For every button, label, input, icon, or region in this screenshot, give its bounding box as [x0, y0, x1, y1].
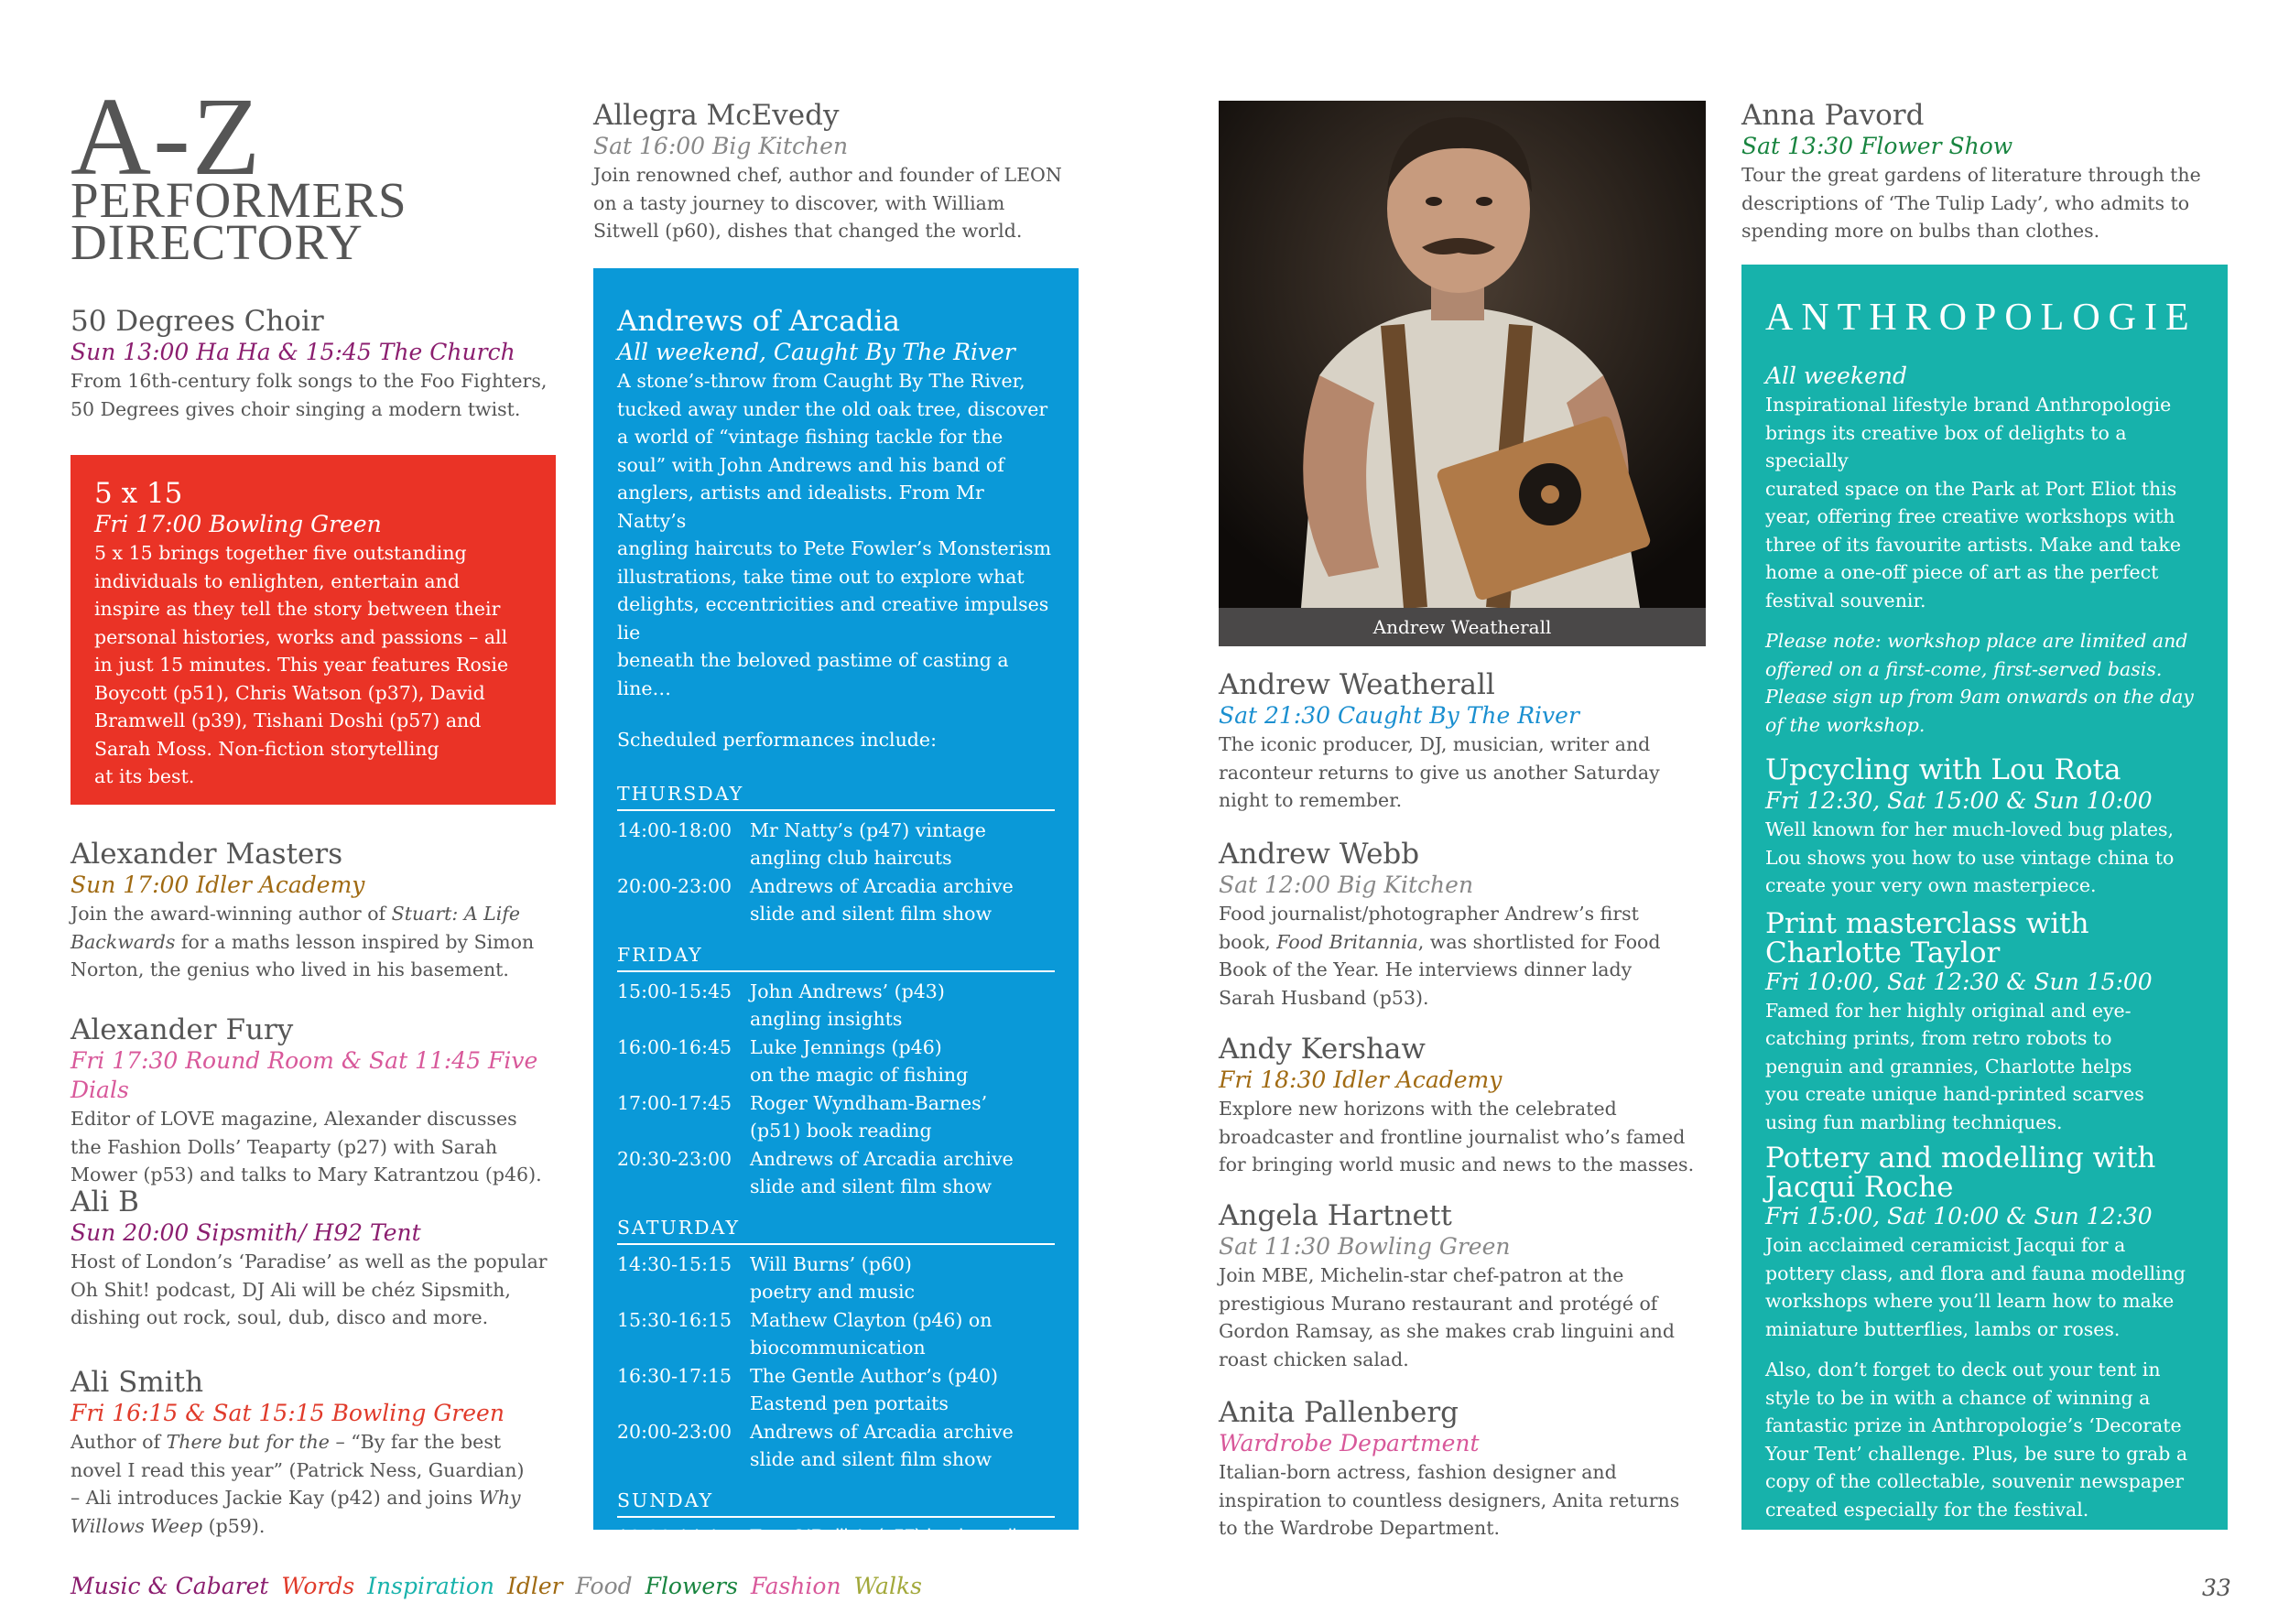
- title-line2: DIRECTORY: [71, 214, 363, 270]
- entry-name: Andrew Weatherall: [1219, 668, 1495, 701]
- workshop-name: Upcycling with Lou Rota: [1765, 753, 2121, 786]
- entry-schedule: Fri 17:00 Bowling Green: [94, 511, 382, 537]
- category-legend: [71, 1573, 928, 1599]
- schedule-row: 15:00-15:45 John Andrews’ (p43) angling insights: [617, 980, 945, 1030]
- entry-schedule: Fri 18:30 Idler Academy: [1219, 1066, 1502, 1093]
- workshop-name: Print masterclass with Charlotte Taylor: [1765, 906, 2089, 969]
- schedule-row: 14:30-15:15 Will Burns’ (p60) poetry and music: [617, 1252, 915, 1303]
- schedule-row: 15:30-16:15 Mathew Clayton (p46) on biocommunication: [617, 1308, 993, 1359]
- entry-angela-hartnett: [1219, 1199, 1706, 1373]
- entry-description: Food journalist/photographer Andrew’s first book, Food Britannia, was shortlisted for Food Book of the Year. He interviews dinner lady Sarah Husband (p53).: [1219, 903, 1661, 1009]
- category-words: Words: [281, 1573, 355, 1599]
- entry-andrews-of-arcadia-box: [593, 268, 1079, 1575]
- workshop-schedule: Fri 15:00, Sat 10:00 & Sun 12:30: [1765, 1203, 2153, 1229]
- andrew-weatherall-photo: [1219, 101, 1706, 608]
- entry-description: Italian-born actress, fashion designer and inspiration to countless designers, Anita returns to the Wardrobe Department.: [1219, 1461, 1680, 1539]
- directory-title: [71, 75, 556, 270]
- entry-50-degrees-choir: [71, 305, 556, 423]
- entry-description: 5 x 15 brings together five outstanding individuals to enlighten, entertain and inspire as they tell the story between their personal histories, works and passions – all in just 15 minutes. This year features Rosie Boycott (p51), Chris Watson (p37), David Bramwell (p39), Tishani Doshi (p57) and Sarah Moss. Non-fiction storytelling at its best.: [94, 542, 509, 787]
- title-az: A-Z: [71, 75, 263, 199]
- workshop-schedule: Fri 10:00, Sat 12:30 & Sun 15:00: [1765, 968, 2153, 995]
- schedule-friday: [617, 978, 1055, 1201]
- entry-description: From 16th-century folk songs to the Foo Fighters, 50 Degrees gives choir singing a modern twist.: [71, 370, 548, 420]
- workshop-description: Well known for her much-loved bug plates, Lou shows you how to use vintage china to create your very own masterpiece.: [1765, 818, 2175, 896]
- entry-description: Join renowned chef, author and founder of LEON on a tasty journey to discover, with William Sitwell (p60), dishes that changed the world.: [593, 164, 1062, 242]
- entry-schedule: Fri 16:15 & Sat 15:15 Bowling Green: [71, 1400, 504, 1426]
- entry-name: Ali Smith: [71, 1366, 204, 1399]
- schedule-row: 13:30-14:15 Tom O’Reilly’s (p57) book reading: [617, 1525, 1038, 1548]
- entry-description: Editor of LOVE magazine, Alexander discusses the Fashion Dolls’ Teaparty (p27) with Sarah Mower (p53) and talks to Mary Katrantzou (p46).: [71, 1108, 542, 1186]
- tent-challenge-note: Also, don’t forget to deck out your tent in style to be in with a chance of winning a fantastic prize in Anthropologie’s ‘Decorate Your Tent’ challenge. Plus, be sure to grab a copy of the collectable, souvenir newspaper created especially for the festival.: [1765, 1359, 2188, 1521]
- entry-description: Tour the great gardens of literature through the descriptions of ‘The Tulip Lady’, who admits to spending more on bulbs than clothes.: [1741, 164, 2201, 242]
- entry-name: Andrews of Arcadia: [617, 305, 900, 338]
- entry-schedule: Sun 20:00 Sipsmith/ H92 Tent: [71, 1219, 421, 1246]
- entry-name: Alexander Fury: [71, 1013, 294, 1046]
- schedule-row: 20:30-23:00 Andrews of Arcadia archive slide and silent film show: [617, 1147, 1014, 1197]
- page-number: 33: [2202, 1575, 2231, 1601]
- entry-ali-b: [71, 1186, 556, 1332]
- entry-allegra-mcevedy: [593, 99, 1079, 245]
- schedule-saturday: [617, 1250, 1055, 1474]
- workshop-upcycling: [1765, 753, 2204, 900]
- schedule-row: 14:30-15:30 Jon Berry’s (p43) book reading: [617, 1554, 1013, 1575]
- category-idler: Idler: [506, 1573, 563, 1599]
- entry-schedule: All weekend: [1765, 363, 1908, 389]
- category-flowers: Flowers: [645, 1573, 738, 1599]
- category-inspiration: Inspiration: [367, 1573, 495, 1599]
- day-heading-sunday: SUNDAY: [617, 1487, 1055, 1518]
- entry-description: Join the award-winning author of Stuart: A Life Backwards for a maths lesson inspired by Simon Norton, the genius who lived in his basement.: [71, 903, 535, 980]
- workshop-name: Pottery and modelling with Jacqui Roche: [1765, 1142, 2156, 1204]
- day-heading-friday: FRIDAY: [617, 941, 1055, 972]
- workshop-description: Join acclaimed ceramicist Jacqui for a pottery class, and flora and fauna modelling workshops where you’ll learn how to make miniature butterflies, lambs or roses.: [1765, 1234, 2186, 1340]
- entry-anthropologie-box: [1741, 265, 2228, 1530]
- entry-schedule: Fri 17:30 Round Room & Sat 11:45 Five Dials: [71, 1047, 538, 1103]
- schedule-intro: Scheduled performances include:: [617, 729, 937, 751]
- entry-description: Join MBE, Michelin-star chef-patron at the prestigious Murano restaurant and protégé of Gordon Ramsay, as she makes crab linguini and roast chicken salad.: [1219, 1264, 1675, 1370]
- entry-name: Anna Pavord: [1741, 99, 1925, 132]
- entry-name: Anita Pallenberg: [1219, 1396, 1459, 1429]
- entry-schedule: Sat 13:30 Flower Show: [1741, 133, 2013, 159]
- entry-schedule: Wardrobe Department: [1219, 1430, 1480, 1456]
- entry-description: Explore new horizons with the celebrated broadcaster and frontline journalist who’s famed for bringing world music and news to the masses.: [1219, 1098, 1695, 1175]
- entry-name: Alexander Masters: [71, 838, 343, 871]
- entry-andrew-weatherall: [1219, 668, 1706, 815]
- portrait-illustration: [1219, 101, 1706, 608]
- entry-schedule: Sun 17:00 Idler Academy: [71, 872, 365, 898]
- day-heading-thursday: THURSDAY: [617, 780, 1055, 811]
- day-heading-saturday: SATURDAY: [617, 1214, 1055, 1245]
- entry-schedule: Sat 16:00 Big Kitchen: [593, 133, 849, 159]
- entry-name: Andy Kershaw: [1219, 1033, 1426, 1066]
- photo-caption: Andrew Weatherall: [1219, 608, 1706, 646]
- workshop-description: Famed for her highly original and eye- catching prints, from retro robots to penguin and grannies, Charlotte helps you create unique hand-printed scarves using fun marbling techniques.: [1765, 999, 2144, 1133]
- schedule-row: 17:00-17:45 Roger Wyndham-Barnes’ (p51) book reading: [617, 1091, 988, 1142]
- entry-description: Inspirational lifestyle brand Anthropologie brings its creative box of delights to a specially curated space on the Park at Port Eliot this year, offering free creative workshops with three of its favourite artists. Make and take home a one-off piece of art as the perfect festival souvenir.: [1765, 394, 2181, 612]
- workshop-pottery: [1765, 1143, 2204, 1343]
- schedule-row: 20:00-23:00 Andrews of Arcadia archive slide and silent film show: [617, 874, 1014, 925]
- entry-schedule: All weekend, Caught By The River: [617, 339, 1015, 365]
- entry-name: Allegra McEvedy: [593, 99, 840, 132]
- entry-name: Ali B: [71, 1186, 139, 1218]
- entry-name: Andrew Webb: [1219, 838, 1420, 871]
- entry-anna-pavord: [1741, 99, 2228, 245]
- category-walks: Walks: [853, 1573, 922, 1599]
- schedule-row: 14:00-18:00 Mr Natty’s (p47) vintage angling club haircuts: [617, 818, 986, 869]
- category-music-cabaret: Music & Cabaret: [71, 1573, 269, 1599]
- entry-ali-smith: [71, 1366, 556, 1540]
- entry-schedule: Sat 21:30 Caught By The River: [1219, 702, 1579, 729]
- entry-name: 50 Degrees Choir: [71, 305, 324, 338]
- schedule-row: 20:00-23:00 Andrews of Arcadia archive slide and silent film show: [617, 1420, 1014, 1470]
- schedule-thursday: [617, 817, 1055, 928]
- entry-description: Author of There but for the – “By far the best novel I read this year” (Patrick Ness, Guardian) – Ali introduces Jackie Kay (p42) and joins Why Willows Weep (p59).: [71, 1431, 525, 1537]
- schedule-sunday: [617, 1523, 1055, 1579]
- workshop-note: Please note: workshop place are limited and offered on a first-come, first-served basis. Please sign up from 9am onwards on the day of the workshop.: [1765, 630, 2194, 736]
- entry-name: Angela Hartnett: [1219, 1199, 1452, 1232]
- entry-andy-kershaw: [1219, 1033, 1706, 1179]
- entry-anita-pallenberg: [1219, 1396, 1706, 1543]
- category-fashion: Fashion: [750, 1573, 841, 1599]
- entry-schedule: Sat 12:00 Big Kitchen: [1219, 872, 1474, 898]
- entry-description: The iconic producer, DJ, musician, writer and raconteur returns to give us another Saturday night to remember.: [1219, 733, 1660, 811]
- category-food: Food: [575, 1573, 633, 1599]
- workshop-schedule: Fri 12:30, Sat 15:00 & Sun 10:00: [1765, 787, 2153, 814]
- schedule-row: 16:00-16:45 Luke Jennings (p46) on the magic of fishing: [617, 1035, 969, 1086]
- entry-schedule: Sun 13:00 Ha Ha & 15:45 The Church: [71, 339, 515, 365]
- entry-schedule: Sat 11:30 Bowling Green: [1219, 1233, 1511, 1260]
- entry-5x15-box: [71, 455, 556, 805]
- anthropologie-heading: ANTHROPOLOGIE: [1765, 297, 2197, 339]
- entry-description: Host of London’s ‘Paradise’ as well as the popular Oh Shit! podcast, DJ Ali will be chéz Sipsmith, dishing out rock, soul, dub, disco and more.: [71, 1250, 548, 1328]
- schedule-row: 16:30-17:15 The Gentle Author’s (p40) Eastend pen portaits: [617, 1364, 999, 1414]
- entry-name: 5 x 15: [94, 477, 183, 510]
- entry-alexander-fury: [71, 1013, 556, 1189]
- workshop-print-masterclass: [1765, 906, 2204, 1137]
- title-line1: PERFORMERS: [71, 172, 407, 228]
- entry-description: A stone’s-throw from Caught By The River, tucked away under the old oak tree, discover a world of “vintage fishing tackle for the soul” with John Andrews and his band of anglers, artists and idealists. From Mr Natty’s angling haircuts to Pete Fowler’s Monsterism illustrations, take time out to explore what delights, eccentricities and creative impulses lie beneath the beloved pastime of casting a line…: [617, 370, 1052, 699]
- entry-alexander-masters: [71, 838, 556, 984]
- entry-andrew-webb: [1219, 838, 1706, 1012]
